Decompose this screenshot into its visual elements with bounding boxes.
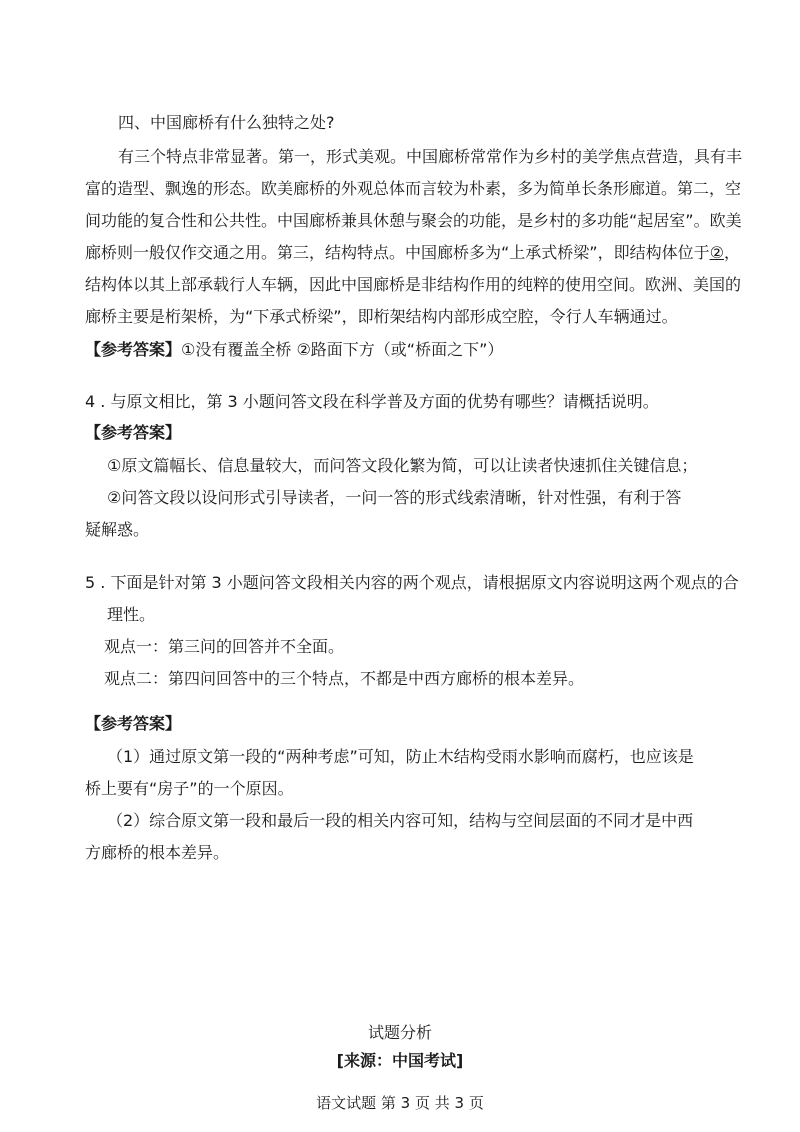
answer-line: （1）通过原文第一段的“两种考虑”可知，防止木结构受雨水影响而腐朽，也应该是 (107, 747, 694, 766)
analysis-title: 试题分析 (367, 1023, 432, 1042)
answer-line: 桥上要有“房子”的一个原因。 (85, 779, 294, 798)
paragraph-line: 富的造型、飘逸的形态。欧美廊桥的外观总体而言较为朴素，多为简单长条形廊道。第二，空 (85, 179, 742, 198)
answer-text: ①没有覆盖全桥 ②路面下方（或“桥面之下”） (181, 340, 504, 359)
question-5-cont: 理性。 (107, 605, 156, 624)
viewpoint-1: 观点一：第三问的回答并不全面。 (104, 637, 345, 656)
answer-line: 方廊桥的根本差异。 (85, 843, 230, 862)
page-number: 语文试题 第 3 页 共 3 页 (316, 1094, 484, 1112)
answer-line: 疑解惑。 (85, 520, 150, 539)
viewpoint-2: 观点二：第四问回答中的三个特点，不都是中西方廊桥的根本差异。 (104, 669, 585, 688)
question-4: 4 . 与原文相比，第 3 小题问答文段在科学普及方面的优势有哪些？请概括说明。 (85, 392, 659, 411)
answer-label: 【参考答案】 (85, 714, 182, 733)
blank-marker: ② (709, 243, 724, 262)
paragraph-line: 结构体以其上部承载行人车辆，因此中国廊桥是非结构作用的纯粹的使用空间。欧洲、美国的 (85, 275, 742, 294)
paragraph-text: 廊桥则一般仅作交通之用。第三，结构特点。中国廊桥多为“上承式桥梁”，即结构体位于 (85, 243, 710, 262)
source-label: [来源：中国考试] (336, 1051, 464, 1070)
answer-line: （2）综合原文第一段和最后一段的相关内容可知，结构与空间层面的不同才是中西 (107, 811, 694, 830)
answer-line (85, 339, 503, 361)
question-5: 5 . 下面是针对第 3 小题问答文段相关内容的两个观点，请根据原文内容说明这两个观点的合 (85, 573, 739, 592)
answer-label: 【参考答案】 (85, 423, 182, 442)
answer-line: ①原文篇幅长、信息量较大，而问答文段化繁为简，可以让读者快速抓住关键信息； (107, 456, 698, 475)
paragraph-line: 间功能的复合性和公共性。中国廊桥兼具休憩与聚会的功能，是乡村的多功能“起居室”。欧美 (85, 211, 742, 230)
paragraph-line: 有三个特点非常显著。第一，形式美观。中国廊桥常常作为乡村的美学焦点营造，具有丰 (118, 147, 743, 166)
paragraph-line (85, 242, 740, 264)
answer-line: ②问答文段以设问形式引导读者，一问一答的形式线索清晰，针对性强，有利于答 (107, 488, 682, 507)
paragraph-text: ， (723, 243, 740, 262)
answer-label: 【参考答案】 (85, 340, 182, 359)
section-heading: 四、中国廊桥有什么独特之处? (118, 113, 335, 132)
paragraph-line: 廊桥主要是桁架桥，为“下承式桥梁”，即桁架结构内部形成空腔，令行人车辆通过。 (85, 307, 678, 326)
